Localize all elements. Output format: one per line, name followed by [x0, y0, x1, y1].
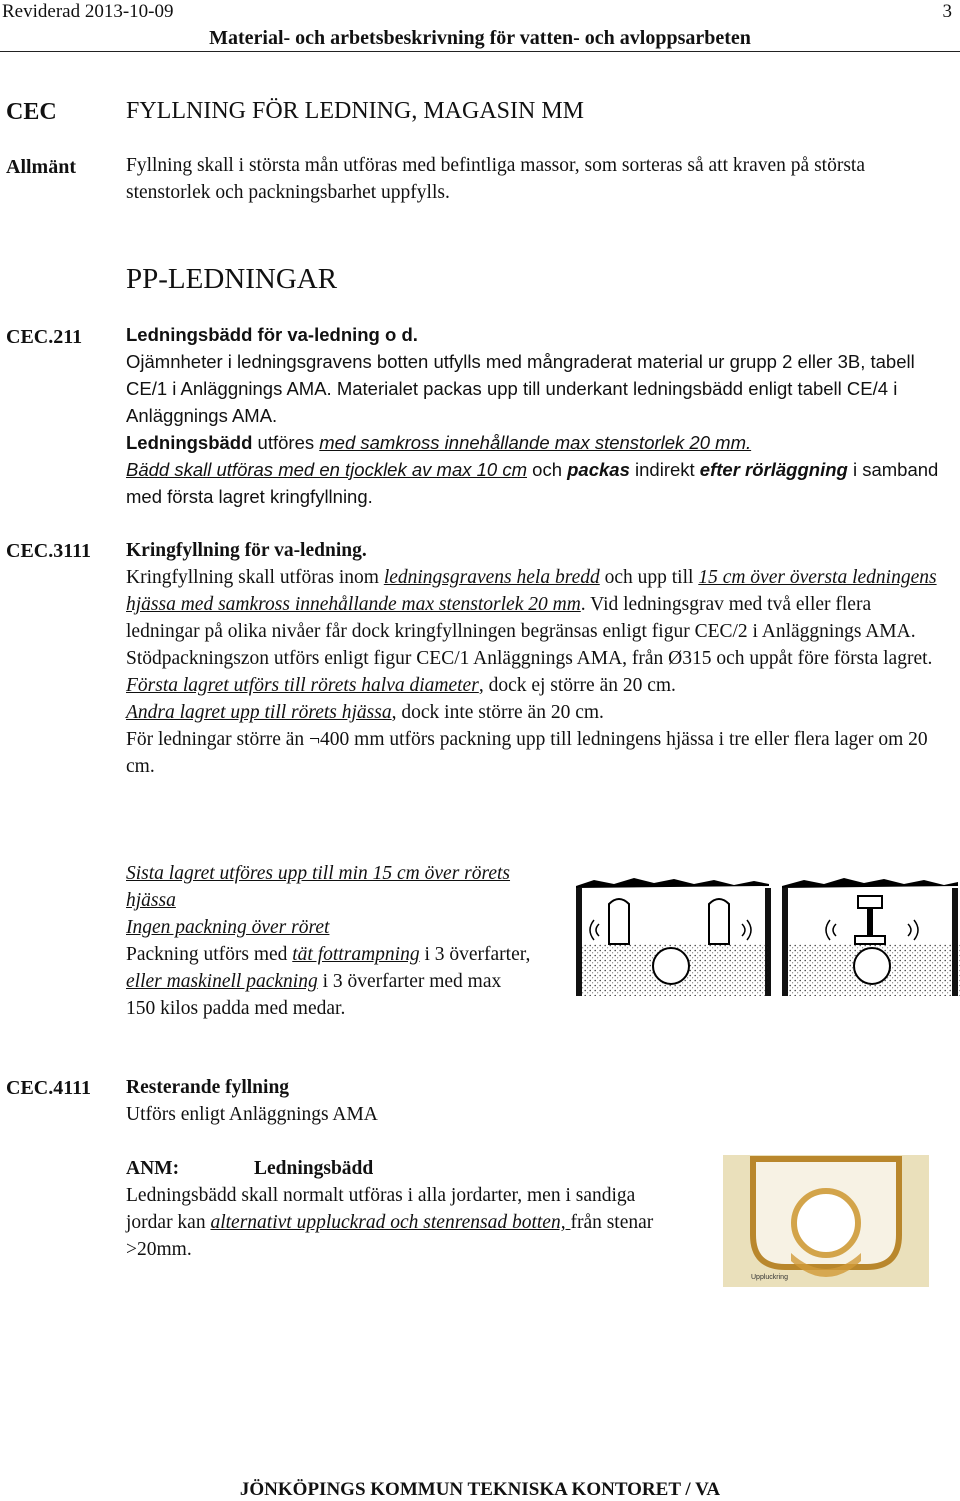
cec3111-paragraph-2: Stödpackningszon utförs enligt figur CEC/1 Anläggnings AMA, från Ø315 och uppåt före första lagret.	[126, 648, 933, 669]
section-title-fyllning: FYLLNING FÖR LEDNING, MAGASIN MM	[126, 98, 585, 124]
cec211-p3-text-a: och	[527, 459, 568, 480]
bedding-figure-label: Uppluckring	[751, 1274, 788, 1281]
anm-text-b: från stenar >20mm.	[126, 1212, 654, 1260]
cec211-samkross-requirement: med samkross innehållande max stenstorlek 20 mm.	[319, 432, 752, 453]
anm-heading-line	[126, 1155, 666, 1182]
cec3111-heading: Kringfyllning för va-ledning.	[126, 540, 367, 561]
section-code-cec211: CEC.211	[6, 326, 83, 348]
cec3111-p4-b: , dock inte större än 20 cm.	[391, 702, 604, 723]
cec3111-paragraph-5: För ledningar större än ¬400 mm utförs packning upp till ledningens hjässa i tre eller flera lager om 20 cm.	[126, 729, 928, 777]
cec3111-paragraph-4	[126, 699, 941, 726]
cec3111-p8-b: i 3 överfarter,	[419, 944, 531, 965]
machine-packing-figure	[782, 878, 960, 996]
cec3111-trench-width: ledningsgravens hela bredd	[383, 567, 600, 588]
compaction-figures	[574, 874, 960, 1000]
cec3111-p1-a: Kringfyllning skall utföras inom	[126, 567, 384, 588]
cec211-p3-text-b: indirekt	[629, 459, 700, 480]
cec211-packas: packas	[567, 459, 630, 480]
cec4111-heading: Resterande fyllning	[126, 1077, 290, 1098]
cec211-paragraph-3	[126, 456, 941, 510]
cec3111-p8-a: Packning utförs med	[126, 944, 293, 965]
cec3111-packing-body	[126, 860, 531, 1022]
cec211-efter-rorlaggning: efter rörläggning	[699, 459, 848, 480]
section-code-cec: CEC	[6, 99, 57, 125]
cec3111-first-layer: Första lagret utförs till rörets halva diameter	[126, 675, 479, 696]
bedding-illustration	[723, 1155, 929, 1287]
cec3111-foot-tramping: tät fottrampning	[292, 944, 420, 965]
cec3111-p8-c: i 3 överfarter med max 150 kilos padda med medar.	[126, 971, 502, 1019]
section-code-cec4111: CEC.4111	[6, 1077, 92, 1099]
anm-text	[126, 1182, 666, 1263]
cec3111-paragraph-1	[126, 564, 941, 645]
cec211-thickness-requirement: Bädd skall utföras med en tjocklek av max 10 cm	[126, 459, 528, 480]
header-divider	[0, 51, 960, 52]
cec211-p3-text-c: i samband med första lagret kringfyllning.	[126, 459, 939, 507]
foot-tramping-figure	[576, 878, 771, 996]
cec4111-text: Utförs enligt Anläggnings AMA	[126, 1104, 378, 1125]
anm-text-a: Ledningsbädd skall normalt utföras i alla jordarter, men i sandiga jordar kan	[126, 1185, 636, 1233]
document-title: Material- och arbetsbeskrivning för vatten- och avloppsarbeten	[209, 27, 751, 49]
anm-heading: Ledningsbädd	[254, 1158, 374, 1179]
cec3111-second-layer: Andra lagret upp till rörets hjässa	[126, 702, 392, 723]
cec3111-p1-c: . Vid ledningsgrav med två eller flera ledningar på olika nivåer får dock kringfyllningen begränsas enligt figur CEC/2 i Anläggnings AMA.	[126, 594, 916, 642]
cec211-paragraph-2	[126, 429, 941, 456]
cec3111-p3-b: , dock ej större än 20 cm.	[478, 675, 676, 696]
revision-date: Reviderad 2013-10-09	[2, 1, 174, 22]
anm-body	[126, 1155, 666, 1263]
cec3111-machine-packing: eller maskinell packning	[126, 971, 318, 992]
cec211-paragraph-1: Ojämnheter i ledningsgravens botten utfylls med mångraderat material ur grupp 2 eller 3B, tabell CE/1 i Anläggnings AMA. Materialet packas upp till underkant ledningsbädd enligt tabell CE/4 i Anläggnings AMA.	[126, 351, 915, 426]
bedding-figure	[723, 1155, 929, 1287]
cec3111-packing-text	[126, 941, 531, 1022]
pp-ledningar-title: PP-LEDNINGAR	[126, 263, 338, 295]
cec3111-no-packing: Ingen packning över röret	[126, 917, 330, 938]
cec211-heading: Ledningsbädd för va-ledning o d.	[126, 324, 418, 345]
cec211-body	[126, 321, 941, 510]
page-number: 3	[942, 1, 952, 22]
cec3111-p1-b: och upp till	[599, 567, 699, 588]
section-code-allmant: Allmänt	[6, 156, 76, 178]
cec3111-height-requirement: 15 cm över översta ledningens hjässa med samkross innehållande max stenstorlek 20 mm	[126, 567, 937, 615]
section-code-cec3111: CEC.3111	[6, 540, 92, 562]
cec3111-body	[126, 537, 941, 780]
cec4111-body	[126, 1074, 941, 1128]
cec3111-last-layer: Sista lagret utföres upp till min 15 cm över rörets hjässa	[126, 863, 511, 911]
compaction-illustration	[574, 874, 960, 1000]
anm-label: ANM:	[126, 1158, 180, 1179]
anm-alternative: alternativt uppluckrad och stenrensad botten,	[210, 1212, 571, 1233]
allmant-text: Fyllning skall i största mån utföras med befintliga massor, som sorteras så att kraven på största stenstorlek och packningsbarhet uppfylls.	[126, 155, 865, 203]
footer-text: JÖNKÖPINGS KOMMUN TEKNISKA KONTORET / VA	[239, 1479, 721, 1500]
cec211-p2-text: utföres	[252, 432, 320, 453]
cec3111-paragraph-3	[126, 672, 941, 699]
cec211-bedding-term: Ledningsbädd	[126, 432, 253, 453]
